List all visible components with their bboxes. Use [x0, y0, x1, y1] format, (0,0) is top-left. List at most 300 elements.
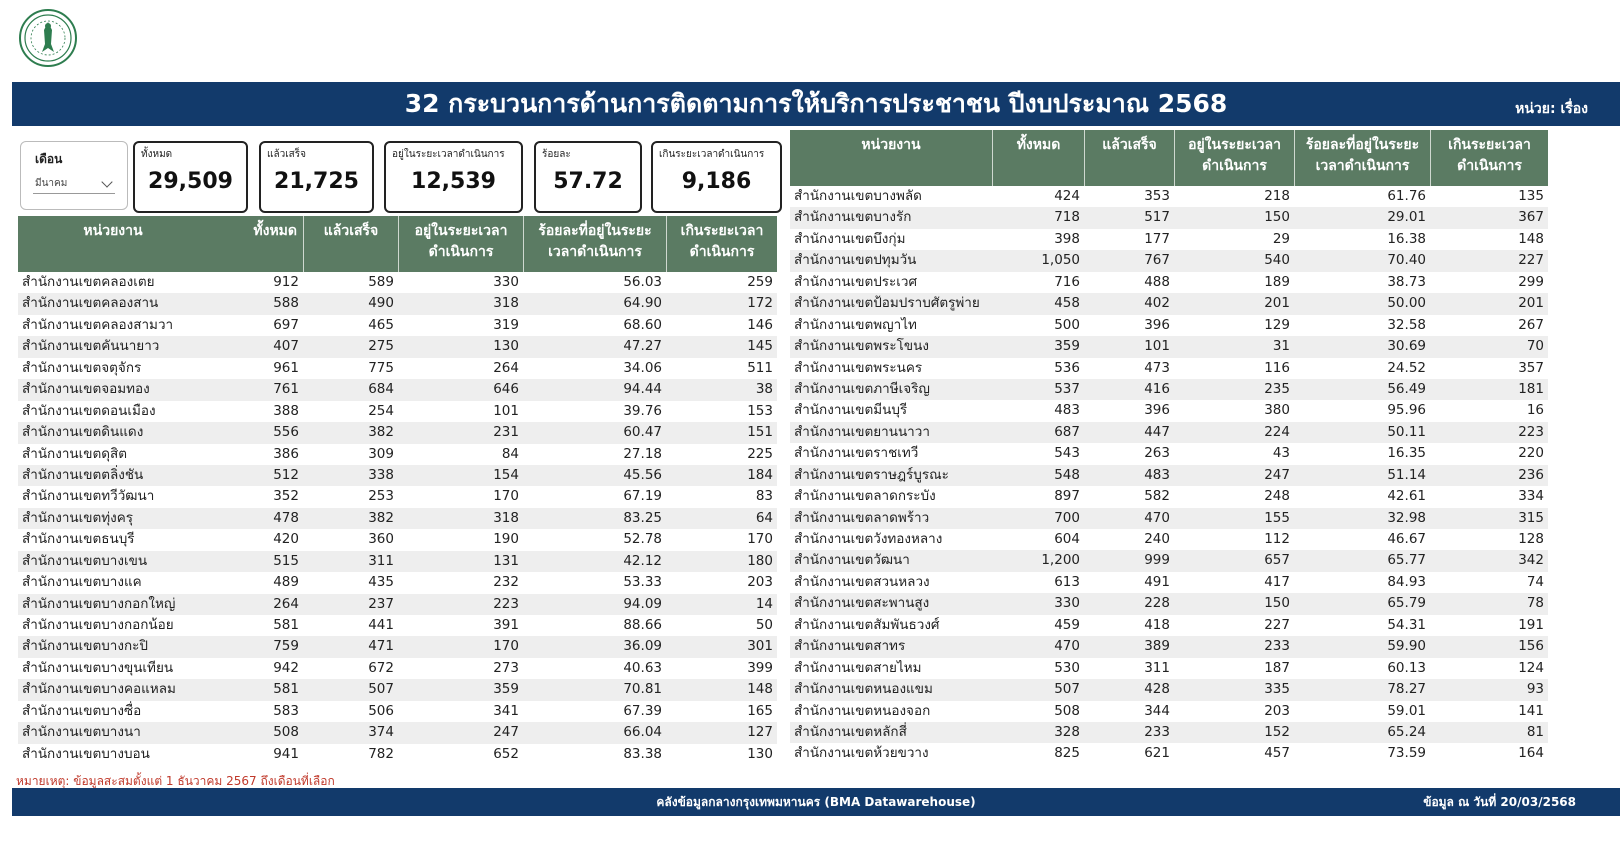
kpi-done-card — [259, 141, 374, 213]
table-row[interactable] — [18, 336, 777, 357]
done-cell: 684 — [368, 381, 394, 398]
percent-cell: 56.49 — [1387, 380, 1426, 397]
overdue-cell: 181 — [1518, 380, 1544, 397]
month-dropdown[interactable] — [33, 174, 115, 194]
total-cell: 1,050 — [1041, 252, 1080, 269]
percent-cell: 83.25 — [623, 509, 662, 526]
done-cell: 473 — [1144, 359, 1170, 376]
unit-name-cell: สำนักงานเขตประเวศ — [794, 273, 918, 290]
done-cell: 582 — [1144, 488, 1170, 505]
table-row[interactable] — [790, 529, 1548, 550]
table-row[interactable] — [18, 636, 777, 657]
done-cell: 353 — [1144, 188, 1170, 204]
within-cell: 84 — [501, 445, 519, 462]
within-cell: 457 — [1264, 745, 1290, 762]
done-cell: 447 — [1144, 423, 1170, 440]
month-dropdown-value: มีนาคม — [35, 178, 68, 189]
percent-cell: 24.52 — [1387, 359, 1426, 376]
overdue-cell: 225 — [747, 445, 773, 462]
header-within[interactable]: อยู่ในระยะเวลา ดำเนินการ — [398, 216, 523, 272]
table-row[interactable] — [790, 272, 1548, 293]
done-cell: 360 — [368, 531, 394, 548]
table-row[interactable] — [790, 550, 1548, 571]
unit-name-cell: สำนักงานเขตบางกอกน้อย — [22, 617, 174, 633]
overdue-cell: 227 — [1518, 252, 1544, 269]
table-row[interactable] — [790, 658, 1548, 679]
overdue-cell: 191 — [1518, 616, 1544, 633]
header-overdue[interactable]: เกินระยะเวลา ดำเนินการ — [666, 216, 777, 272]
overdue-cell: 64 — [755, 509, 773, 526]
within-cell: 218 — [1264, 188, 1290, 204]
percent-cell: 50.11 — [1387, 423, 1426, 440]
table-row[interactable] — [790, 679, 1548, 700]
unit-name-cell: สำนักงานเขตทุ่งครุ — [22, 509, 134, 526]
unit-name-cell: สำนักงานเขตบางรัก — [794, 209, 912, 226]
within-cell: 131 — [493, 552, 519, 569]
percent-cell: 83.38 — [623, 745, 662, 762]
table-row[interactable] — [18, 679, 777, 700]
percent-cell: 56.03 — [623, 274, 662, 290]
unit-name-cell: สำนักงานเขตปทุมวัน — [794, 252, 917, 269]
unit-name-cell: สำนักงานเขตบึงกุ่ม — [794, 230, 906, 247]
percent-cell: 67.39 — [623, 702, 662, 719]
done-cell: 374 — [368, 724, 394, 741]
done-cell: 275 — [368, 338, 394, 355]
done-cell: 428 — [1144, 681, 1170, 698]
footer-date: ข้อมูล ณ วันที่ 20/03/2568 — [1423, 795, 1576, 809]
table-row[interactable] — [790, 358, 1548, 379]
percent-cell: 59.90 — [1387, 638, 1426, 655]
done-cell: 435 — [368, 574, 394, 591]
kpi-overdue-card — [651, 141, 782, 213]
total-cell: 548 — [1054, 466, 1080, 483]
unit-name-cell: สำนักงานเขตราชเทวี — [794, 445, 919, 462]
within-cell: 359 — [493, 681, 519, 698]
kpi-percent-value: 57.72 — [553, 169, 623, 194]
percent-cell: 61.76 — [1387, 188, 1426, 204]
unit-name-cell: สำนักงานเขตยานนาวา — [794, 423, 930, 440]
overdue-cell: 16 — [1526, 402, 1544, 419]
unit-name-cell: สำนักงานเขตหนองจอก — [794, 702, 931, 719]
table-row[interactable] — [18, 722, 777, 743]
table-row[interactable] — [18, 293, 777, 314]
percent-cell: 70.40 — [1387, 252, 1426, 269]
unit-name-cell: สำนักงานเขตสะพานสูง — [794, 595, 930, 612]
overdue-cell: 367 — [1518, 209, 1544, 226]
chevron-down-icon[interactable] — [101, 176, 112, 187]
table-row[interactable] — [18, 272, 777, 293]
total-cell: 759 — [273, 638, 299, 655]
within-cell: 201 — [1264, 295, 1290, 312]
overdue-cell: 146 — [747, 316, 773, 333]
within-cell: 43 — [1272, 445, 1290, 462]
unit-name-cell: สำนักงานเขตดินแดง — [22, 424, 144, 441]
table-row[interactable] — [18, 594, 777, 615]
kpi-done-value: 21,725 — [274, 169, 359, 194]
table-row[interactable] — [790, 486, 1548, 507]
overdue-cell: 236 — [1518, 466, 1544, 483]
total-cell: 420 — [273, 531, 299, 548]
done-cell: 999 — [1144, 552, 1170, 569]
percent-cell: 16.35 — [1387, 445, 1426, 462]
table-row[interactable] — [18, 572, 777, 593]
table-row[interactable] — [790, 250, 1548, 271]
kpi-within-card — [384, 141, 523, 213]
kpi-overdue-value: 9,186 — [681, 169, 752, 194]
total-cell: 912 — [273, 274, 299, 290]
overdue-cell: 201 — [1518, 295, 1544, 312]
done-cell: 237 — [368, 595, 394, 612]
unit-name-cell: สำนักงานเขตทวีวัฒนา — [22, 488, 155, 505]
unit-name-cell: สำนักงานเขตคันนายาว — [22, 338, 160, 355]
header-percent[interactable]: ร้อยละที่อยู่ในระยะ เวลาดำเนินการ — [1294, 130, 1430, 186]
table-row[interactable] — [790, 315, 1548, 336]
within-cell: 155 — [1264, 509, 1290, 526]
overdue-cell: 203 — [747, 574, 773, 591]
total-cell: 398 — [1054, 230, 1080, 247]
table-row[interactable] — [18, 744, 777, 765]
overdue-cell: 223 — [1518, 423, 1544, 440]
header-done[interactable]: แล้วเสร็จ — [303, 216, 398, 272]
table-row[interactable] — [790, 422, 1548, 443]
table-header — [790, 130, 1548, 186]
table-row[interactable] — [18, 401, 777, 422]
total-cell: 424 — [1054, 188, 1080, 204]
within-cell: 319 — [493, 316, 519, 333]
table-row[interactable] — [18, 444, 777, 465]
total-cell: 825 — [1054, 745, 1080, 762]
overdue-cell: 124 — [1518, 659, 1544, 676]
total-cell: 697 — [273, 316, 299, 333]
within-cell: 318 — [493, 509, 519, 526]
overdue-cell: 170 — [747, 531, 773, 548]
percent-cell: 95.96 — [1387, 402, 1426, 419]
table-row[interactable] — [790, 701, 1548, 722]
table-row[interactable] — [790, 465, 1548, 486]
total-cell: 537 — [1054, 380, 1080, 397]
done-cell: 483 — [1144, 466, 1170, 483]
unit-name-cell: สำนักงานเขตวังทองหลาง — [794, 531, 943, 547]
unit-name-cell: สำนักงานเขตพระโขนง — [794, 338, 929, 355]
within-cell: 646 — [493, 381, 519, 398]
table-row[interactable] — [18, 508, 777, 529]
percent-cell: 40.63 — [623, 659, 662, 676]
table-row[interactable] — [18, 422, 777, 443]
percent-cell: 27.18 — [623, 445, 662, 462]
total-cell: 386 — [273, 445, 299, 462]
percent-cell: 59.01 — [1387, 702, 1426, 719]
total-cell: 556 — [273, 424, 299, 441]
unit-name-cell: สำนักงานเขตหนองแขม — [794, 681, 933, 698]
total-cell: 508 — [273, 724, 299, 741]
unit-name-cell: สำนักงานเขตบางซื่อ — [22, 702, 142, 719]
done-cell: 263 — [1144, 445, 1170, 462]
overdue-cell: 141 — [1518, 702, 1544, 719]
total-cell: 700 — [1054, 509, 1080, 526]
within-cell: 190 — [493, 531, 519, 548]
within-cell: 652 — [493, 745, 519, 762]
month-slicer-label: เดือน — [35, 152, 63, 166]
within-cell: 116 — [1264, 359, 1290, 376]
within-cell: 227 — [1264, 616, 1290, 633]
overdue-cell: 267 — [1518, 316, 1544, 333]
total-cell: 897 — [1054, 488, 1080, 505]
done-cell: 177 — [1144, 230, 1170, 247]
total-cell: 515 — [273, 552, 299, 569]
done-cell: 488 — [1144, 273, 1170, 290]
table-row[interactable] — [790, 443, 1548, 464]
header-total[interactable]: ทั้งหมด — [253, 223, 297, 239]
table-row[interactable] — [18, 701, 777, 722]
kpi-done-label: แล้วเสร็จ — [267, 149, 306, 160]
table-row[interactable] — [18, 529, 777, 550]
month-slicer[interactable] — [20, 141, 128, 210]
unit-name-cell: สำนักงานเขตสาทร — [794, 638, 906, 655]
overdue-cell: 70 — [1526, 338, 1544, 355]
percent-cell: 70.81 — [623, 681, 662, 698]
percent-cell: 29.01 — [1387, 209, 1426, 226]
unit-name-cell: สำนักงานเขตคลองเตย — [22, 274, 155, 290]
done-cell: 254 — [368, 402, 394, 419]
overdue-cell: 156 — [1518, 638, 1544, 655]
table-row[interactable] — [18, 379, 777, 400]
overdue-cell: 145 — [747, 338, 773, 355]
percent-cell: 73.59 — [1387, 745, 1426, 762]
done-cell: 233 — [1144, 723, 1170, 740]
total-cell: 687 — [1054, 423, 1080, 440]
header-within[interactable]: อยู่ในระยะเวลา ดำเนินการ — [1174, 130, 1294, 186]
table-row[interactable] — [790, 572, 1548, 593]
overdue-cell: 14 — [755, 595, 773, 612]
done-cell: 396 — [1144, 402, 1170, 419]
total-cell: 942 — [273, 659, 299, 676]
done-cell: 589 — [368, 274, 394, 290]
percent-cell: 60.47 — [623, 424, 662, 441]
percent-cell: 30.69 — [1387, 338, 1426, 355]
total-cell: 583 — [273, 702, 299, 719]
unit-name-cell: สำนักงานเขตดุสิต — [22, 445, 128, 462]
overdue-cell: 165 — [747, 702, 773, 719]
within-cell: 264 — [493, 359, 519, 376]
within-cell: 170 — [493, 638, 519, 655]
total-cell: 483 — [1054, 402, 1080, 419]
done-cell: 621 — [1144, 745, 1170, 762]
overdue-cell: 81 — [1526, 723, 1544, 740]
within-cell: 247 — [1264, 466, 1290, 483]
done-cell: 767 — [1144, 252, 1170, 269]
percent-cell: 60.13 — [1387, 659, 1426, 676]
within-cell: 330 — [493, 274, 519, 290]
unit-name-cell: สำนักงานเขตดอนเมือง — [22, 402, 156, 419]
table-row[interactable] — [790, 336, 1548, 357]
total-cell: 330 — [1054, 595, 1080, 612]
done-cell: 441 — [368, 617, 394, 633]
overdue-cell: 153 — [747, 402, 773, 419]
header-percent[interactable]: ร้อยละที่อยู่ในระยะ เวลาดำเนินการ — [523, 216, 666, 272]
unit-name-cell: สำนักงานเขตจอมทอง — [22, 381, 150, 398]
within-cell: 232 — [493, 574, 519, 591]
total-cell: 604 — [1054, 531, 1080, 547]
done-cell: 490 — [368, 295, 394, 312]
total-cell: 352 — [273, 488, 299, 505]
within-cell: 187 — [1264, 659, 1290, 676]
overdue-cell: 135 — [1518, 188, 1544, 204]
percent-cell: 94.09 — [623, 595, 662, 612]
header-overdue[interactable]: เกินระยะเวลา ดำเนินการ — [1430, 130, 1548, 186]
done-cell: 338 — [368, 466, 394, 483]
table-row[interactable] — [18, 658, 777, 679]
total-cell: 536 — [1054, 359, 1080, 376]
table-row[interactable] — [790, 186, 1548, 207]
header-unit[interactable]: หน่วยงาน — [861, 137, 921, 153]
table-row[interactable] — [18, 486, 777, 507]
within-cell: 380 — [1264, 402, 1290, 419]
within-cell: 150 — [1264, 595, 1290, 612]
total-cell: 716 — [1054, 273, 1080, 290]
table-header — [18, 216, 777, 272]
done-cell: 240 — [1144, 531, 1170, 547]
overdue-cell: 334 — [1518, 488, 1544, 505]
done-cell: 418 — [1144, 616, 1170, 633]
table-row[interactable] — [18, 315, 777, 336]
table-row[interactable] — [18, 615, 777, 636]
percent-cell: 42.61 — [1387, 488, 1426, 505]
unit-name-cell: สำนักงานเขตคลองสามวา — [22, 316, 174, 333]
unit-name-cell: สำนักงานเขตมีนบุรี — [794, 402, 908, 419]
table-row[interactable] — [790, 293, 1548, 314]
kpi-percent-card — [534, 141, 642, 213]
unit-name-cell: สำนักงานเขตสวนหลวง — [794, 573, 930, 590]
overdue-cell: 128 — [1518, 531, 1544, 547]
within-cell: 318 — [493, 295, 519, 312]
overdue-cell: 130 — [747, 745, 773, 762]
within-cell: 273 — [493, 659, 519, 676]
total-cell: 328 — [1054, 723, 1080, 740]
within-cell: 233 — [1264, 638, 1290, 655]
total-cell: 508 — [1054, 702, 1080, 719]
total-cell: 500 — [1054, 316, 1080, 333]
percent-cell: 51.14 — [1387, 466, 1426, 483]
overdue-cell: 180 — [747, 552, 773, 569]
within-cell: 335 — [1264, 681, 1290, 698]
unit-name-cell: สำนักงานเขตบางคอแหลม — [22, 681, 176, 698]
total-cell: 543 — [1054, 445, 1080, 462]
percent-cell: 68.60 — [623, 316, 662, 333]
within-cell: 129 — [1264, 316, 1290, 333]
kpi-total-label: ทั้งหมด — [141, 149, 173, 160]
within-cell: 540 — [1264, 252, 1290, 269]
unit-name-cell: สำนักงานเขตวัฒนา — [794, 552, 910, 569]
within-cell: 150 — [1264, 209, 1290, 226]
within-cell: 417 — [1264, 573, 1290, 590]
done-cell: 101 — [1144, 338, 1170, 355]
unit-name-cell: สำนักงานเขตตลิ่งชัน — [22, 466, 144, 483]
header-total[interactable]: ทั้งหมด — [992, 130, 1084, 186]
unit-name-cell: สำนักงานเขตบางกอกใหญ่ — [22, 595, 176, 612]
header-unit[interactable]: หน่วยงาน — [83, 223, 143, 239]
within-cell: 170 — [493, 488, 519, 505]
within-cell: 391 — [493, 617, 519, 633]
table-row[interactable] — [790, 615, 1548, 636]
table-row[interactable] — [790, 207, 1548, 228]
table-row[interactable] — [790, 400, 1548, 421]
percent-cell: 78.27 — [1387, 681, 1426, 698]
within-cell: 235 — [1264, 380, 1290, 397]
overdue-cell: 172 — [747, 295, 773, 312]
done-cell: 382 — [368, 424, 394, 441]
done-cell: 416 — [1144, 380, 1170, 397]
table-row[interactable] — [790, 722, 1548, 743]
kpi-percent-label: ร้อยละ — [542, 149, 571, 160]
percent-cell: 65.24 — [1387, 723, 1426, 740]
total-cell: 459 — [1054, 616, 1080, 633]
total-cell: 388 — [273, 402, 299, 419]
overdue-cell: 357 — [1518, 359, 1544, 376]
done-cell: 507 — [368, 681, 394, 698]
unit-name-cell: สำนักงานเขตจตุจักร — [22, 359, 142, 376]
percent-cell: 47.27 — [623, 338, 662, 355]
total-cell: 613 — [1054, 573, 1080, 590]
total-cell: 581 — [273, 681, 299, 698]
within-cell: 189 — [1264, 273, 1290, 290]
total-cell: 718 — [1054, 209, 1080, 226]
table-row[interactable] — [790, 636, 1548, 657]
total-cell: 1,200 — [1041, 552, 1080, 569]
table-row[interactable] — [790, 508, 1548, 529]
done-cell: 253 — [368, 488, 394, 505]
done-cell: 782 — [368, 745, 394, 762]
unit-name-cell: สำนักงานเขตบางบอน — [22, 745, 150, 762]
total-cell: 530 — [1054, 659, 1080, 676]
done-cell: 389 — [1144, 638, 1170, 655]
unit-name-cell: สำนักงานเขตลาดพร้าว — [794, 509, 930, 526]
total-cell: 359 — [1054, 338, 1080, 355]
unit-name-cell: สำนักงานเขตธนบุรี — [22, 531, 135, 548]
footer-bar — [12, 788, 1620, 816]
overdue-cell: 342 — [1518, 552, 1544, 569]
table-row[interactable] — [18, 358, 777, 379]
overdue-cell: 184 — [747, 466, 773, 483]
total-cell: 512 — [273, 466, 299, 483]
percent-cell: 45.56 — [623, 466, 662, 483]
kpi-overdue-label: เกินระยะเวลาดำเนินการ — [659, 149, 765, 160]
table-row[interactable] — [18, 551, 777, 572]
table-row[interactable] — [790, 593, 1548, 614]
table-row[interactable] — [790, 743, 1548, 764]
percent-cell: 64.90 — [623, 295, 662, 312]
percent-cell: 42.12 — [623, 552, 662, 569]
table-row[interactable] — [18, 465, 777, 486]
overdue-cell: 50 — [755, 617, 773, 633]
within-cell: 112 — [1264, 531, 1290, 547]
done-cell: 228 — [1144, 595, 1170, 612]
percent-cell: 53.33 — [623, 574, 662, 591]
within-cell: 247 — [493, 724, 519, 741]
header-done[interactable]: แล้วเสร็จ — [1084, 130, 1174, 186]
total-cell: 478 — [273, 509, 299, 526]
overdue-cell: 511 — [747, 359, 773, 376]
done-cell: 396 — [1144, 316, 1170, 333]
done-cell: 344 — [1144, 702, 1170, 719]
percent-cell: 38.73 — [1387, 273, 1426, 290]
table-row[interactable] — [790, 379, 1548, 400]
kpi-total-value: 29,509 — [148, 169, 233, 194]
table-row[interactable] — [790, 229, 1548, 250]
percent-cell: 16.38 — [1387, 230, 1426, 247]
unit-name-cell: สำนักงานเขตคลองสาน — [22, 295, 159, 312]
total-cell: 941 — [273, 745, 299, 762]
overdue-cell: 299 — [1518, 273, 1544, 290]
